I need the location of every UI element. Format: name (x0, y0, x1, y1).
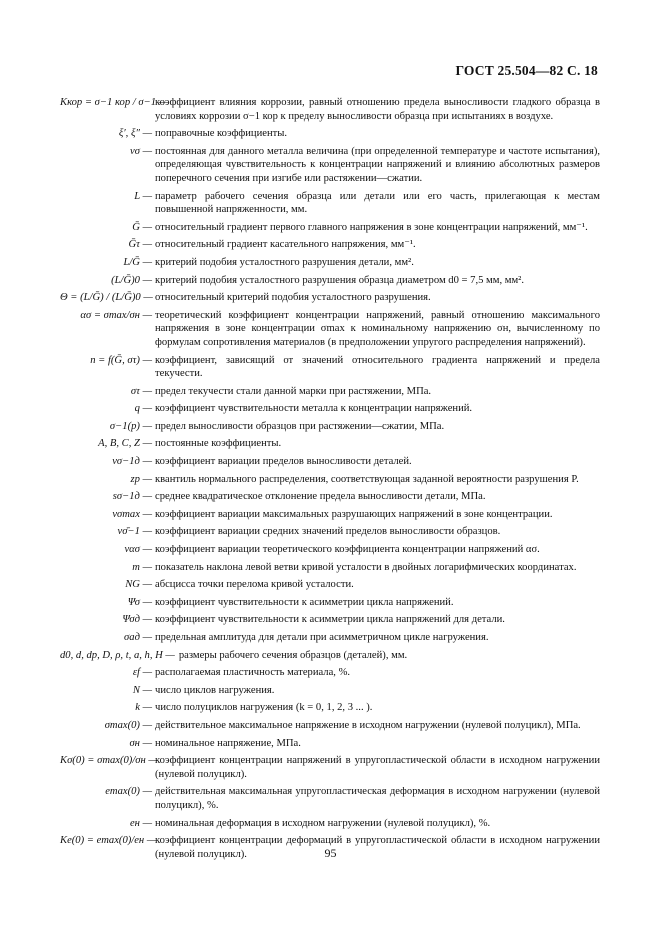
glossary-symbol: d0, d, dp, D, ρ, t, a, h, H — (60, 649, 175, 661)
glossary-entry (60, 596, 600, 610)
glossary-entry (60, 631, 600, 645)
glossary-definition: показатель наклона левой ветви кривой усталости в двойных логарифмических координатах. (155, 561, 577, 573)
glossary-symbol: Ḡ — (132, 221, 152, 233)
glossary-symbol: Ḡτ — (128, 239, 152, 251)
glossary-definition: предел текучести стали данной марки при растяжении, МПа. (155, 385, 432, 397)
glossary-symbol: eн — (129, 817, 152, 829)
glossary-symbol: Kσ(0) = σmax(0)/σн — (60, 755, 158, 767)
glossary-definition: критерий подобия усталостного разрушения детали, мм². (155, 256, 414, 268)
glossary-entry (60, 490, 600, 504)
glossary-entry (60, 145, 600, 186)
glossary-definition: квантиль нормального распределения, соответствующая заданной вероятности разрушения P. (155, 473, 579, 485)
glossary-definition: коэффициент концентрации напряжений в упругопластической области в исходном нагружении (нулевой полуцикл). (155, 755, 600, 780)
glossary-symbol: zp — (130, 473, 152, 485)
glossary-symbol: ξ′, ξ″ — (118, 128, 152, 140)
glossary-definition: среднее квадратическое отклонение предела выносливости детали, МПа. (155, 491, 486, 503)
glossary-entry (60, 238, 600, 252)
glossary-symbol: L/Ḡ — (123, 256, 152, 268)
glossary-symbol: σад — (124, 632, 152, 643)
glossary-symbol: (L/Ḡ)0 — (111, 274, 152, 286)
glossary-definition: действительная максимальная упругопластическая деформация в исходном нагружении (нулевой полуцикл), %. (155, 786, 600, 811)
glossary-entry (60, 666, 600, 680)
glossary-definition: коэффициент вариации теоретического коэффициента концентрации напряжений ασ. (155, 544, 540, 556)
glossary-entry (60, 719, 600, 733)
glossary-entry (60, 291, 600, 305)
glossary-entry (60, 354, 600, 381)
glossary-definition: размеры рабочего сечения образцов (деталей), мм. (178, 649, 408, 661)
glossary-entry (60, 473, 600, 487)
glossary-definition: коэффициент чувствительности металла к концентрации напряжений. (155, 403, 473, 415)
glossary-definition: коэффициент влияния коррозии, равный отношению предела выносливости гладкого образца в условиях коррозии σ−1 кор к пределу выносливости образца при испытаниях в воздухе. (155, 97, 600, 122)
glossary-definition: постоянная для данного металла величина (при определенной температуре и частоте испытания), определяющая чувствительность к концентрации напряжений и влиянию абсолютных размеров поперечного сечения при изгибе или растяжении—сжатии. (155, 145, 600, 184)
glossary-entry (60, 543, 600, 557)
glossary-definition: коэффициент вариации пределов выносливости деталей. (155, 456, 412, 468)
glossary-entry (60, 190, 600, 217)
glossary-symbol: σmax(0) — (104, 719, 152, 731)
glossary-symbol: Ψσ — (127, 596, 152, 608)
glossary-definition: коэффициент чувствительности к асимметрии цикла напряжений для детали. (155, 614, 505, 626)
glossary-definition: число циклов нагружения. (155, 684, 275, 696)
glossary-symbol: emax(0) — (105, 786, 152, 798)
glossary-symbol: A, B, C, Z — (98, 438, 152, 450)
glossary-symbol: νσ−1д — (112, 456, 152, 468)
glossary-entry (60, 256, 600, 270)
page-number: 95 (324, 846, 337, 860)
glossary-entry (60, 701, 600, 715)
glossary-symbol: σн — (129, 737, 152, 749)
glossary-symbol: L — (134, 190, 152, 202)
glossary-symbol: νσ̄−1 — (117, 526, 152, 538)
glossary-entry (60, 785, 600, 812)
glossary-entry (60, 274, 600, 288)
glossary-entry (60, 309, 600, 350)
glossary-definition: относительный градиент первого главного напряжения в зоне концентрации напряжений, мм⁻¹. (155, 221, 588, 233)
glossary-symbol: εf — (132, 667, 152, 679)
glossary-definition: абсцисса точки перелома кривой усталости. (155, 579, 354, 591)
glossary-symbol: ασ = σmax/σн — (80, 309, 152, 321)
glossary-entry (60, 96, 600, 123)
glossary-definition: постоянные коэффициенты. (155, 438, 282, 450)
glossary-symbol: Ψσд — (122, 614, 152, 626)
glossary-entry (60, 420, 600, 434)
glossary-entry (60, 455, 600, 469)
glossary-entry (60, 127, 600, 141)
glossary-definition: параметр рабочего сечения образца или детали или его часть, прилегающая к местам повышенной напряженности, мм. (155, 190, 600, 216)
glossary-definition: располагаемая пластичность материала, %. (155, 667, 351, 679)
glossary-symbol: Θ = (L/Ḡ) / (L/Ḡ)0 — (60, 292, 153, 304)
glossary-definition: теоретический коэффициент концентрации напряжений, равный отношению максимального напряжения в зоне концентрации σmax к номинальному напряжению σн, вычисленному по формулам сопротивления материалов (в предположении упругого распределения напряжений). (155, 309, 600, 348)
glossary-definition: коэффициент вариации максимальных разрушающих напряжений в зоне концентрации. (155, 508, 553, 520)
glossary-symbol: sσ−1д — (112, 491, 152, 503)
glossary-definition: предельная амплитуда для детали при асимметричном цикле нагружения. (155, 632, 489, 643)
glossary-symbol: στ — (130, 385, 152, 397)
glossary-symbol: Kкор = σ−1 кор / σ−1 — (60, 97, 169, 108)
glossary-symbol: νσ — (130, 145, 152, 157)
glossary-symbol: N — (132, 684, 152, 696)
glossary-symbol: n = f(Ḡ, στ) — (90, 354, 152, 366)
glossary-definition: коэффициент вариации средних значений пределов выносливости образцов. (155, 526, 501, 538)
glossary-entry (60, 684, 600, 698)
glossary-entry (60, 754, 600, 781)
glossary-symbol: σ−1(p) — (109, 420, 152, 432)
glossary-definition: действительное максимальное напряжение в исходном нагружении (нулевой полуцикл), МПа. (155, 719, 581, 731)
glossary-definition: критерий подобия усталостного разрушения образца диаметром d0 = 7,5 мм, мм². (155, 274, 524, 286)
glossary-entry (60, 402, 600, 416)
glossary-entry (60, 221, 600, 235)
glossary-entry (60, 437, 600, 451)
glossary-definition: поправочные коэффициенты. (155, 128, 288, 140)
glossary-definition: предел выносливости образцов при растяжении—сжатии, МПа. (155, 420, 445, 432)
glossary-definition: номинальная деформация в исходном нагружении (нулевой полуцикл), %. (155, 817, 491, 829)
glossary-definition: относительный критерий подобия усталостного разрушения. (155, 292, 431, 304)
glossary-definition: относительный градиент касательного напряжения, мм⁻¹. (155, 239, 416, 251)
glossary-entry (60, 737, 600, 751)
glossary-definition: коэффициент концентрации деформаций в упругопластической области в исходном нагружении (нулевой полуцикл). (155, 835, 600, 860)
glossary-symbol: q — (134, 403, 152, 415)
glossary-entry (60, 649, 600, 663)
glossary-definition: номинальное напряжение, МПа. (155, 737, 301, 749)
glossary-symbol: m — (132, 561, 152, 573)
glossary-definition: коэффициент чувствительности к асимметрии цикла напряжений. (155, 596, 454, 608)
glossary-entry (60, 525, 600, 539)
glossary-entry (60, 817, 600, 831)
glossary-symbol: νασ — (124, 544, 152, 556)
glossary-definition: коэффициент, зависящий от значений относительного градиента напряжений и предела текучести. (155, 354, 600, 380)
glossary-definition: число полуциклов нагружения (k = 0, 1, 2, 3 ... ). (155, 702, 373, 714)
glossary-entry (60, 508, 600, 522)
glossary-entry (60, 561, 600, 575)
glossary-list (60, 96, 600, 865)
glossary-symbol: Ke(0) = emax(0)/eн — (60, 835, 157, 847)
document-header: ГОСТ 25.504—82 С. 18 (455, 63, 598, 78)
glossary-symbol: νσmax — (112, 508, 152, 520)
glossary-entry (60, 578, 600, 592)
glossary-symbol: k — (135, 702, 152, 714)
glossary-entry (60, 385, 600, 399)
glossary-symbol: NG — (125, 579, 152, 591)
glossary-entry (60, 613, 600, 627)
